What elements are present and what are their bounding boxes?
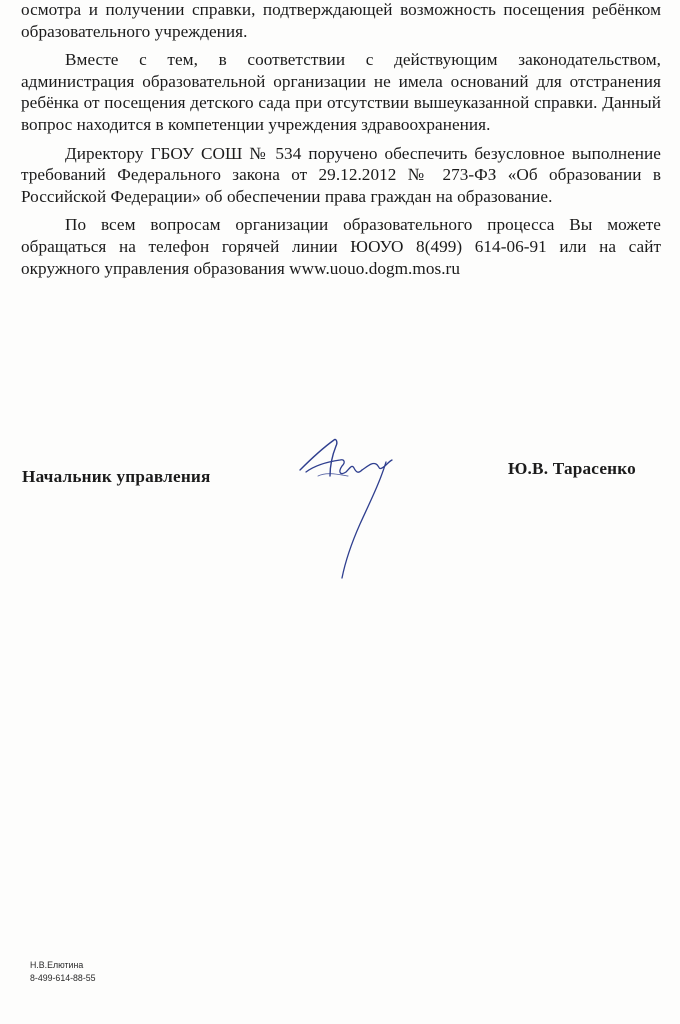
handwritten-signature	[290, 432, 402, 582]
letter-body	[21, 0, 661, 279]
executor-phone: 8-499-614-88-55	[30, 973, 96, 983]
executor-name: Н.В.Елютина	[30, 960, 84, 970]
paragraph-contacts: По всем вопросам организации образовательного процесса Вы можете обращаться на телефон горячей линии ЮОУО 8(499) 614-06-91 или на сайт окружного управления образования www.uouo.dogm.mos.ru	[21, 215, 661, 278]
signer-position-title: Начальник управления	[22, 467, 211, 486]
paragraph-school-instruction: Директору ГБОУ СОШ № 534 поручено обеспечить безусловное выполнение требований Федерального закона от 29.12.2012 № 273-ФЗ «Об образовании в Российской Федерации» об обеспечении права граждан на образование.	[21, 143, 661, 206]
signer-name: Ю.В. Тарасенко	[508, 459, 636, 478]
executor-block	[30, 959, 96, 985]
paragraph-continuation: осмотра и получении справки, подтверждающей возможность посещения ребёнком образовательного учреждения.	[21, 0, 661, 41]
paragraph-legal-grounds: Вместе с тем, в соответствии с действующим законодательством, администрация образовательной организации не имела оснований для отстранения ребёнка от посещения детского сада при отсутствии вышеуказанной справки. Данный вопрос находится в компетенции учреждения здравоохранения.	[21, 50, 661, 134]
